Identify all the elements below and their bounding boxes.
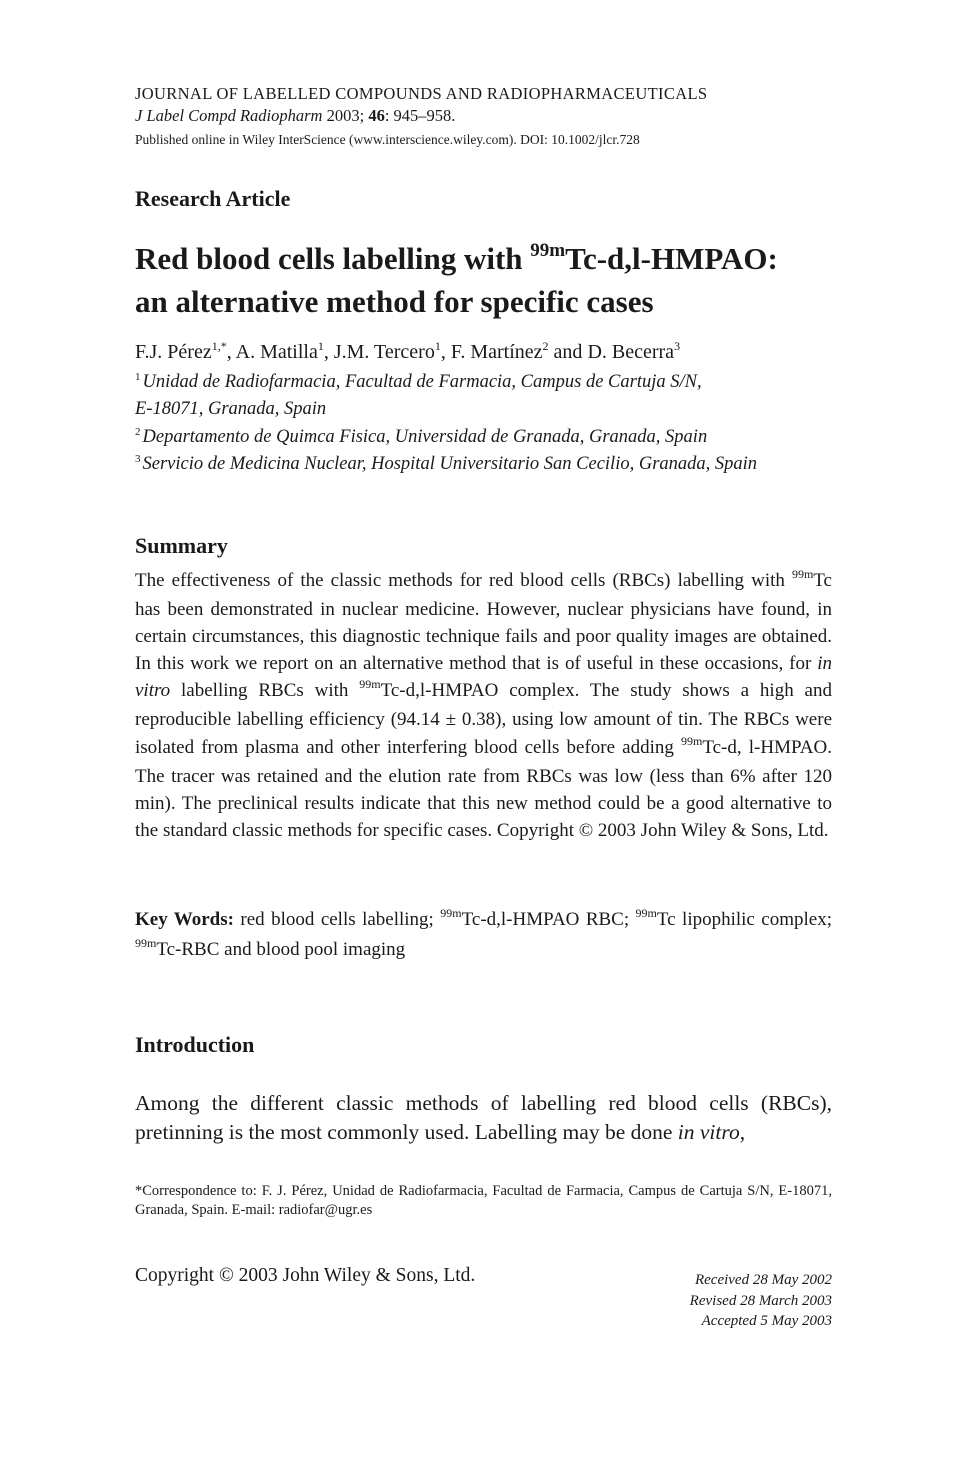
author-name: J.M. Tercero bbox=[333, 341, 435, 363]
correspondence-footnote: *Correspondence to: F. J. Pérez, Unidad de Radiofarmacia, Facultad de Farmacia, Campus de Cartuja S/N, E-18071, Granada, Spain. E-mail: radiofar@ugr.es bbox=[135, 1183, 832, 1218]
article-title: Red blood cells labelling with $^{99m}$Tc-d,l-HMPAO: an alternative method for specific cases bbox=[135, 240, 778, 319]
summary-text: The effectiveness of the classic methods for red blood cells (RBCs) labelling with $^{99m}$Tc has been demonstrated in nuclear medicine. However, nuclear physicians have found, in certain circumstances, this diagnostic technique fails and poor quality images are obtained. In this work we report on an alternative method that is of useful in these occasions, for in vitro labelling RBCs with $^{99m}$Tc-d,l-HMPAO complex. The study shows a high and reproducible labelling efficiency (94.14 ± 0.38), using low amount of tin. The RBCs were isolated from plasma and other interfering blood cells before adding $^{99m}$Tc-d, l-HMPAO. The tracer was retained and the elution rate from RBCs was low (less than 6% after 120 min). The preclinical results indicate that this new method could be a good alternative to the standard classic methods for specific cases. Copyright © 2003 John Wiley & Sons, Ltd. bbox=[135, 567, 832, 841]
affiliation-1: $^1$ Unidad de Radiofarmacia, Facultad de Farmacia, Campus de Cartuja S/N, bbox=[135, 371, 702, 392]
article-type: Research Article bbox=[135, 186, 291, 211]
affiliation-3: $^3$ Servicio de Medicina Nuclear, Hospital Universitario San Cecilio, Granada, Spain bbox=[135, 453, 758, 474]
published-online-line: Published online in Wiley InterScience (www.interscience.wiley.com). DOI: 10.1002/jlcr.728 bbox=[135, 132, 640, 147]
submission-dates bbox=[690, 1270, 832, 1332]
journal-name: JOURNAL OF LABELLED COMPOUNDS AND RADIOPHARMACEUTICALS bbox=[135, 84, 708, 103]
key-words: Key Words: red blood cells labelling; $^{99m}$Tc-d,l-HMPAO RBC; $^{99m}$Tc lipophilic complex; $^{99m}$Tc-RBC and blood pool imaging bbox=[135, 906, 832, 960]
summary-heading: Summary bbox=[135, 533, 228, 558]
journal-citation: J Label Compd Radiopharm 2003; 46: 945–958. bbox=[135, 106, 456, 125]
copyright-notice: Copyright © 2003 John Wiley & Sons, Ltd. bbox=[135, 1265, 476, 1286]
affiliation-1-continued: E-18071, Granada, Spain bbox=[135, 399, 327, 419]
introduction-heading: Introduction bbox=[135, 1032, 255, 1057]
author-name: F. Martínez bbox=[450, 341, 543, 363]
revised-date: Revised 28 March 2003 bbox=[689, 1292, 832, 1309]
author-name: A. Matilla bbox=[235, 341, 318, 363]
author-name: D. Becerra bbox=[587, 341, 675, 363]
accepted-date: Accepted 5 May 2003 bbox=[701, 1313, 832, 1329]
affiliation-2: $^2$ Departamento de Quimca Fisica, Universidad de Granada, Granada, Spain bbox=[135, 426, 708, 447]
introduction-text: Among the different classic methods of labelling red blood cells (RBCs), pretinning is the most commonly used. Labelling may be done in vitro, bbox=[135, 1091, 832, 1144]
author-list: F.J. Pérez$^{1,*}$, A. Matilla$^1$, J.M. Tercero$^1$, F. Martínez$^2$ and D. Becerra$^3$ bbox=[135, 339, 681, 363]
received-date: Received 28 May 2002 bbox=[694, 1272, 832, 1288]
author-name: F.J. Pérez bbox=[135, 341, 212, 363]
